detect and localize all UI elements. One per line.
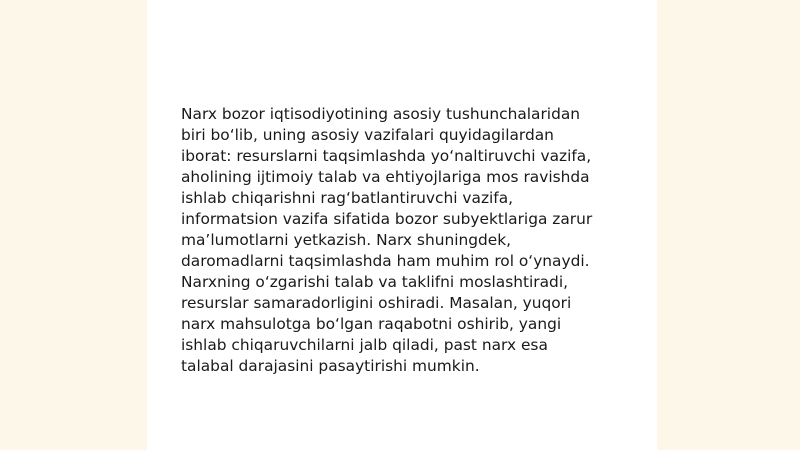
body-paragraph: Narx bozor iqtisodiyotining asosiy tushunchalaridan biri bo‘lib, uning asosiy vazifalari quyidagilardan iborat: resurslarni taqsimlashda yo‘naltiruvchi vazifa, aholining ijtimoiy talab va ehtiyojlariga mos ravishda ishlab chiqarishni rag‘batlantiruvchi vazifa, informatsion vazifa sifatida bozor subyektlariga zarur ma’lumotlarni yetkazish. Narx shuningdek, daromadlarni taqsimlashda ham muhim rol o‘ynaydi. Narxning o‘zgarishi talab va taklifni moslashtiradi, resurslar samaradorligini oshiradi. Masalan, yuqori narx mahsulotga bo‘lgan raqabotni oshirib, yangi ishlab chiqaruvchilarni jalb qiladi, past narx esa talabal darajasini pasaytirishi mumkin. (181, 105, 593, 375)
document-page (147, 0, 657, 450)
